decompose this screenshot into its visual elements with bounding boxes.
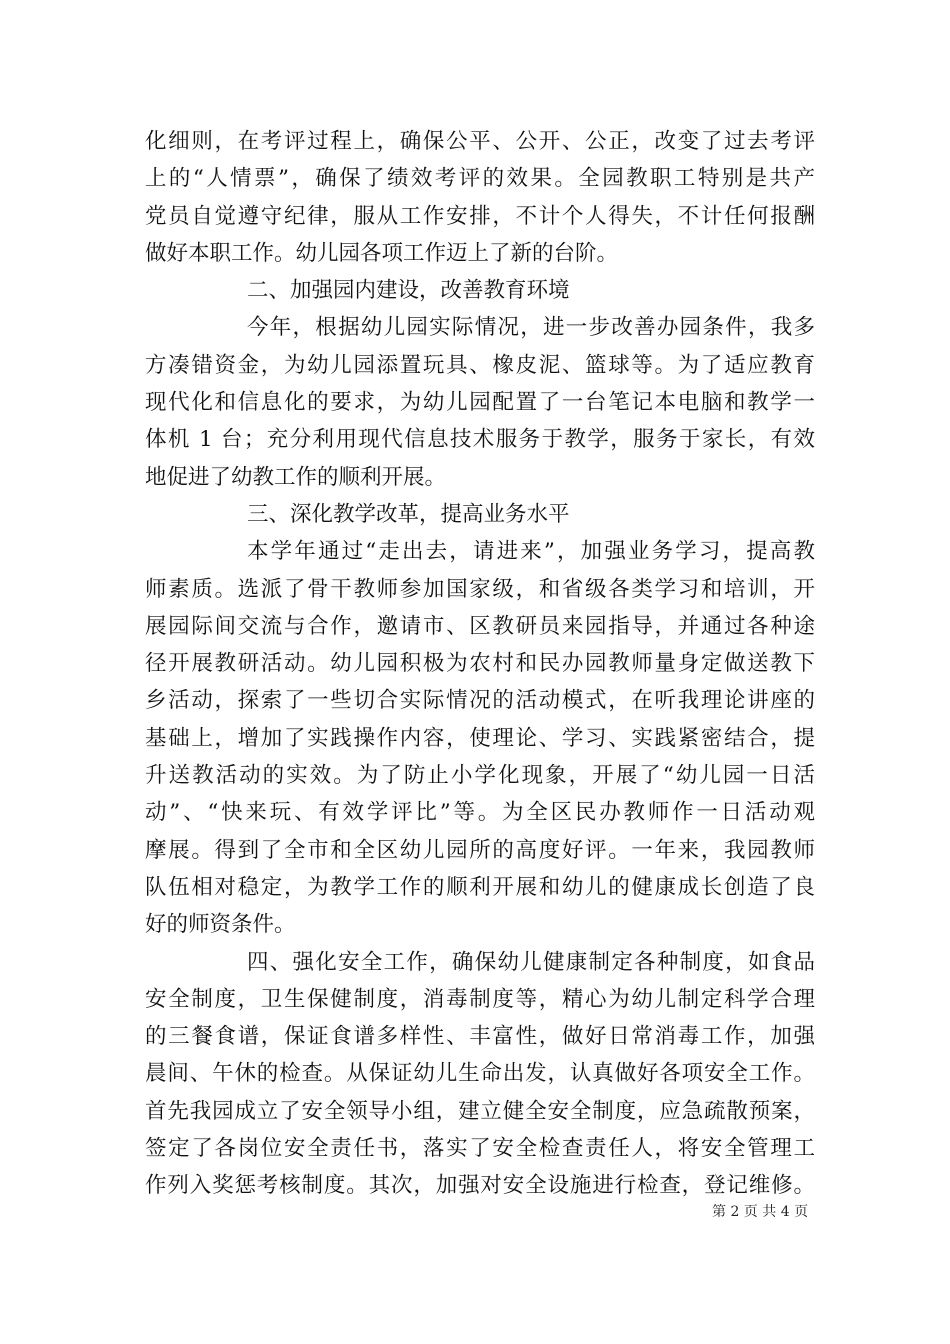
text-line: 好的师资条件。 xyxy=(145,912,296,938)
text-line: 乡活动，探索了一些切合实际情况的活动模式，在听我理论讲座的 xyxy=(145,688,815,714)
text-line: 做好本职工作。幼儿园各项工作迈上了新的台阶。 xyxy=(145,240,619,266)
text-line: 师素质。选派了骨干教师参加国家级，和省级各类学习和培训，开 xyxy=(145,576,815,602)
body-text xyxy=(145,123,815,1205)
text-line: 队伍相对稳定，为教学工作的顺利开展和幼儿的健康成长创造了良 xyxy=(145,874,815,900)
text-line: 签定了各岗位安全责任书，落实了安全检查责任人，将安全管理工 xyxy=(145,1136,815,1162)
text-line: 现代化和信息化的要求，为幼儿园配置了一台笔记本电脑和教学一 xyxy=(145,390,815,416)
text-line: 上的“人情票”，确保了绩效考评的效果。全园教职工特别是共产 xyxy=(145,166,815,192)
text-line: 化细则，在考评过程上，确保公平、公开、公正，改变了过去考评 xyxy=(145,129,815,154)
text-line: 动”、“快来玩、有效学评比”等。为全区民办教师作一日活动观 xyxy=(145,800,815,826)
text-line: 党员自觉遵守纪律，服从工作安排，不计个人得失，不计任何报酬 xyxy=(145,203,815,229)
text-line: 体机 1 台；充分利用现代信息技术服务于教学，服务于家长，有效 xyxy=(145,427,815,453)
text-line: 升送教活动的实效。为了防止小学化现象，开展了“幼儿园一日活 xyxy=(145,763,815,789)
section-heading: 二、加强园内建设，改善教育环境 xyxy=(247,278,570,304)
text-line: 作列入奖惩考核制度。其次，加强对安全设施进行检查，登记维修。 xyxy=(145,1173,815,1199)
text-line: 首先我园成立了安全领导小组，建立健全安全制度，应急疏散预案， xyxy=(145,1098,815,1124)
page-number: 第 2 页 共 4 页 xyxy=(712,1204,809,1220)
text-line: 基础上，增加了实践操作内容，使理论、学习、实践紧密结合，提 xyxy=(145,725,815,751)
text-line: 方凑错资金，为幼儿园添置玩具、橡皮泥、篮球等。为了适应教育 xyxy=(145,352,815,378)
text-line: 晨间、午休的检查。从保证幼儿生命出发，认真做好各项安全工作。 xyxy=(145,1061,815,1087)
text-line: 今年，根据幼儿园实际情况，进一步改善办园条件，我多 xyxy=(247,315,815,341)
section-heading: 三、深化教学改革，提高业务水平 xyxy=(247,501,570,527)
text-line: 地促进了幼教工作的顺利开展。 xyxy=(145,464,447,490)
text-line: 本学年通过“走出去，请进来”，加强业务学习，提高教 xyxy=(247,539,815,565)
text-line: 安全制度，卫生保健制度，消毒制度等，精心为幼儿制定科学合理 xyxy=(145,986,815,1012)
text-line: 径开展教研活动。幼儿园积极为农村和民办园教师量身定做送教下 xyxy=(145,651,815,677)
text-line: 摩展。得到了全市和全区幼儿园所的高度好评。一年来，我园教师 xyxy=(145,837,815,863)
section-heading: 四、强化安全工作，确保幼儿健康制定各种制度，如食品 xyxy=(247,949,815,975)
text-line: 的三餐食谱，保证食谱多样性、丰富性，做好日常消毒工作，加强 xyxy=(145,1024,815,1050)
text-line: 展园际间交流与合作，邀请市、区教研员来园指导，并通过各种途 xyxy=(145,613,815,639)
